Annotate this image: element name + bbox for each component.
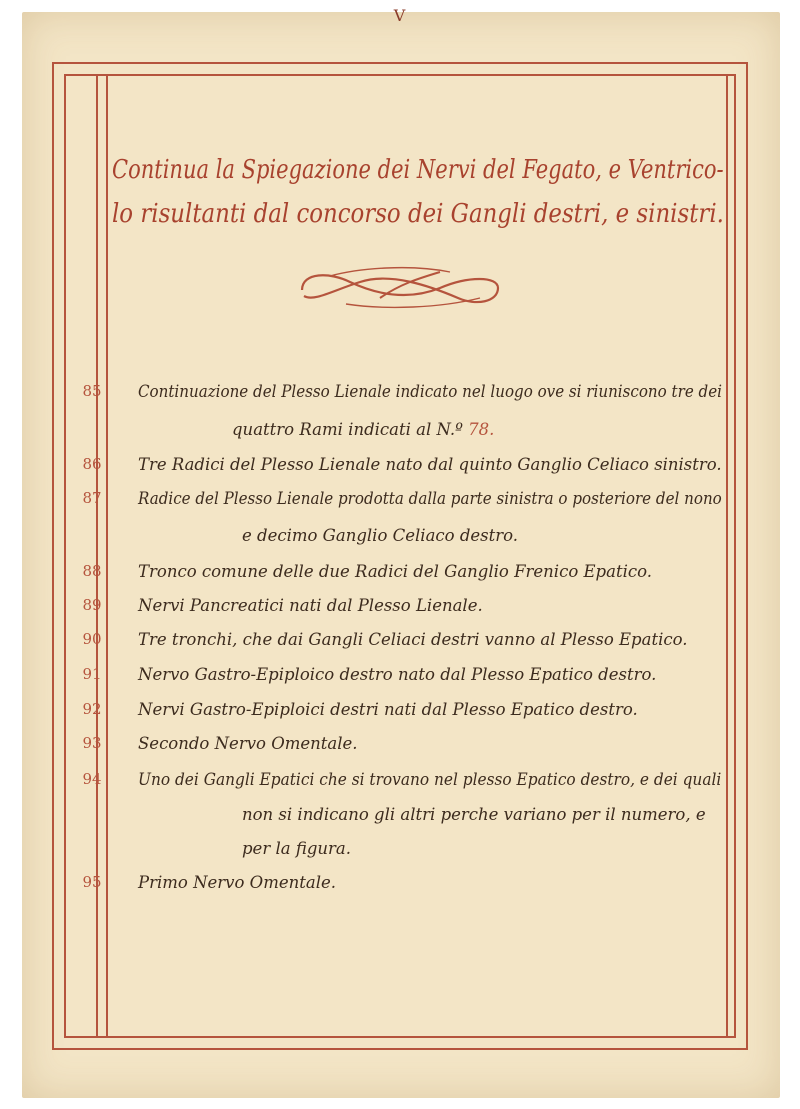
title-line: lo risultanti dal concorso dei Gangli destri, e sinistri. <box>112 199 724 229</box>
entry-text <box>232 420 494 439</box>
entry-number: 87 <box>82 489 102 507</box>
entry-text: non si indicano gli altri perche variano per il numero, e <box>242 805 706 824</box>
entry-text: Continuazione del Plesso Lienale indicato nel luogo ove si riuniscono tre dei <box>138 382 722 401</box>
entry-text: Nervo Gastro-Epiploico destro nato dal Plesso Epatico destro. <box>138 665 657 684</box>
entry-number: 90 <box>82 630 102 648</box>
entry-text: Primo Nervo Omentale. <box>138 873 336 892</box>
margin-rule <box>106 74 108 1038</box>
entry-reference: 78. <box>468 420 495 439</box>
entry-text: Nervi Gastro-Epiploici destri nati dal Plesso Epatico destro. <box>138 700 638 719</box>
title-line: Continua la Spiegazione dei Nervi del Fegato, e Ventrico- <box>112 155 724 185</box>
entry-number: 86 <box>82 455 102 473</box>
entry-number: 89 <box>82 596 102 614</box>
entry-text: Uno dei Gangli Epatici che si trovano nel plesso Epatico destro, e dei quali <box>138 770 722 789</box>
entry-number: 85 <box>82 382 102 400</box>
entry-number: 88 <box>82 562 102 580</box>
entry-number: 95 <box>82 873 102 891</box>
entry-number: 94 <box>82 770 102 788</box>
entry-text: Radice del Plesso Lienale prodotta dalla parte sinistra o posteriore del nono <box>138 489 722 508</box>
entry-text: Secondo Nervo Omentale. <box>138 734 358 753</box>
entry-text-part: quattro Rami indicati al N.º <box>232 420 463 439</box>
entry-number: 91 <box>82 665 102 683</box>
entry-number: 92 <box>82 700 102 718</box>
page-title <box>112 148 728 236</box>
entry-number: 93 <box>82 734 102 752</box>
margin-rule <box>96 74 98 1038</box>
entry-text: Tre tronchi, che dai Gangli Celiaci destri vanno al Plesso Epatico. <box>138 630 688 649</box>
ornament-flourish <box>290 258 510 314</box>
entry-text: Nervi Pancreatici nati dal Plesso Lienale. <box>138 596 483 615</box>
entry-text: e decimo Ganglio Celiaco destro. <box>242 526 519 545</box>
entry-text: per la figura. <box>242 839 351 858</box>
page-number: V <box>393 6 407 25</box>
entry-text: Tre Radici del Plesso Lienale nato dal quinto Ganglio Celiaco sinistro. <box>138 455 722 474</box>
entry-text: Tronco comune delle due Radici del Ganglio Frenico Epatico. <box>138 562 652 581</box>
